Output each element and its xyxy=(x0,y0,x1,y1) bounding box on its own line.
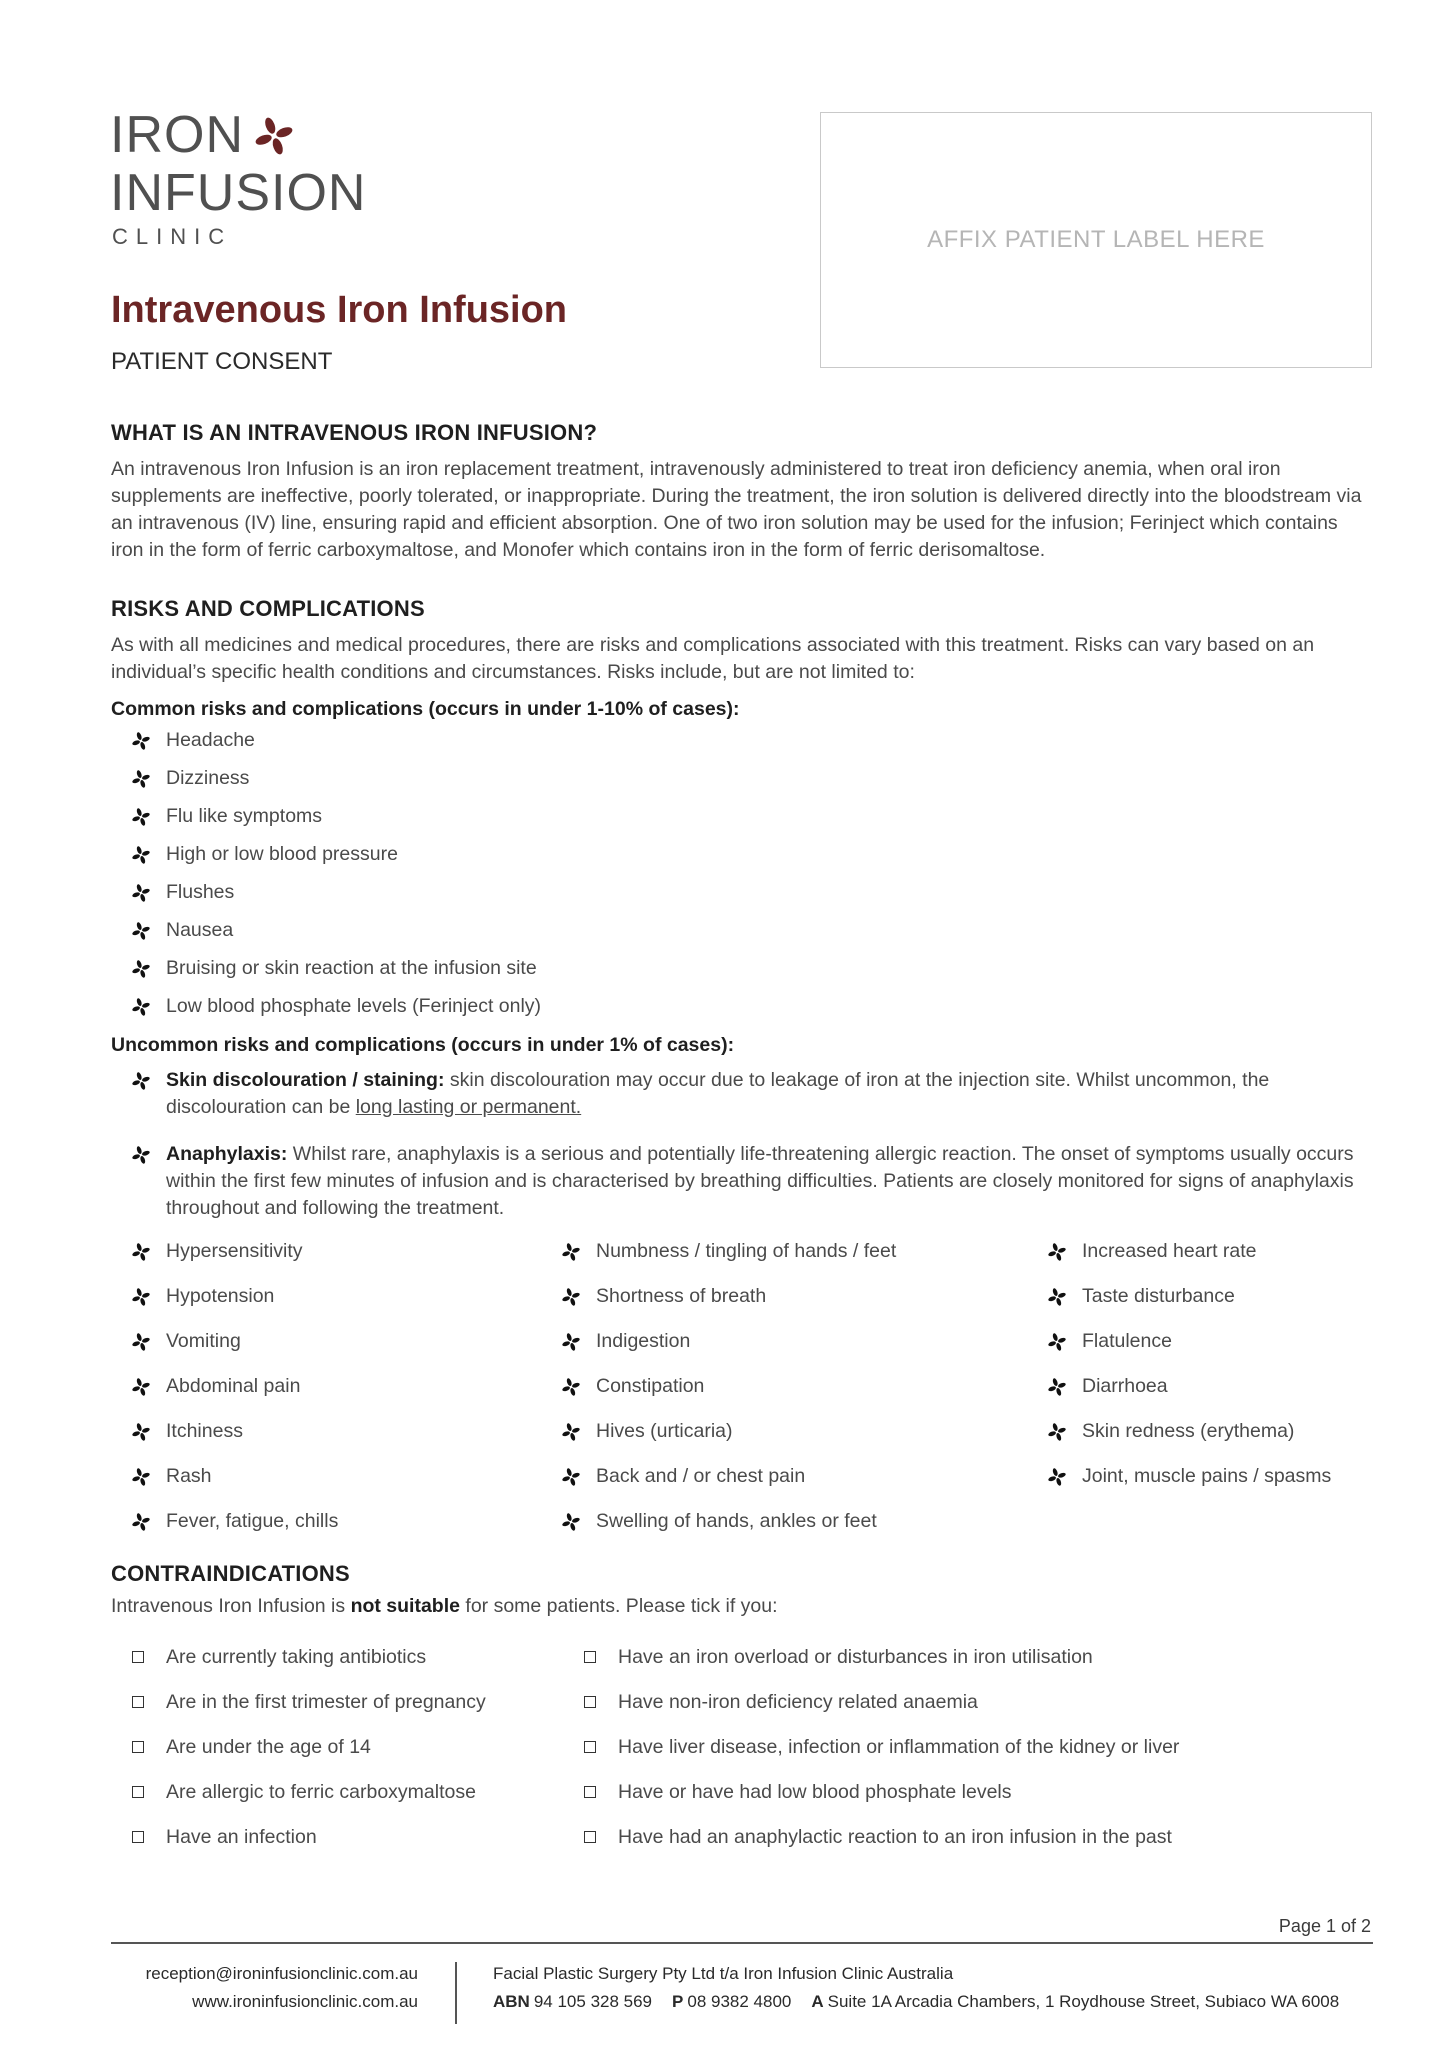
logo-text-clinic: CLINIC xyxy=(112,224,233,249)
uncommon-risk-item xyxy=(541,1238,1027,1265)
bullet-flower-icon xyxy=(1047,1467,1067,1487)
document-subtitle: PATIENT CONSENT xyxy=(111,348,333,375)
uncommon-risk-item xyxy=(1027,1238,1373,1265)
uncommon-risk-item xyxy=(111,1238,541,1265)
bullet-flower-icon xyxy=(561,1467,581,1487)
logo-text-infusion: INFUSION xyxy=(110,164,367,222)
contraindication-label: Are allergic to ferric carboxymaltose xyxy=(166,1781,476,1803)
tick-checkbox[interactable] xyxy=(132,1831,144,1843)
uncommon-risk-item xyxy=(1027,1373,1373,1400)
common-risk-label: Dizziness xyxy=(166,767,250,789)
uncommon-risk-label: Numbness / tingling of hands / feet xyxy=(596,1240,897,1262)
bullet-flower-icon xyxy=(131,1145,151,1165)
contraindication-item[interactable] xyxy=(111,1644,563,1671)
contraindication-label: Have non-iron deficiency related anaemia xyxy=(618,1691,978,1713)
logo-line-iron xyxy=(110,108,366,166)
bullet-flower-icon xyxy=(561,1512,581,1532)
uncommon-risk-item xyxy=(111,1373,541,1400)
risks-intro: As with all medicines and medical procedures, there are risks and complications associated with this treatment. Risks can vary based on an individual’s specific health conditions and circumstances. Risks include, but are not limited to: xyxy=(111,634,1315,683)
patient-label-text: AFFIX PATIENT LABEL HERE xyxy=(927,226,1265,253)
common-risk-label: Headache xyxy=(166,729,255,751)
footer-divider xyxy=(455,1962,457,2024)
contraindication-item[interactable] xyxy=(563,1644,1373,1671)
document-title: Intravenous Iron Infusion xyxy=(111,289,568,331)
skin-discolouration-item xyxy=(111,1067,1373,1121)
bullet-flower-icon xyxy=(131,807,151,827)
bullet-flower-icon xyxy=(131,1242,151,1262)
skin-label: Skin discolouration / staining: xyxy=(166,1069,445,1091)
contraindication-label: Have an infection xyxy=(166,1826,317,1848)
contraindication-label: Have or have had low blood phosphate levels xyxy=(618,1781,1012,1803)
tick-checkbox[interactable] xyxy=(584,1831,596,1843)
tick-checkbox[interactable] xyxy=(584,1651,596,1663)
bullet-flower-icon xyxy=(561,1332,581,1352)
bullet-flower-icon xyxy=(561,1377,581,1397)
contraindication-item[interactable] xyxy=(563,1824,1373,1851)
footer-company-info xyxy=(493,1960,1339,2016)
common-risk-item xyxy=(111,765,1373,792)
contraindication-label: Have had an anaphylactic reaction to an iron infusion in the past xyxy=(618,1826,1172,1848)
uncommon-risk-label: Fever, fatigue, chills xyxy=(166,1510,339,1532)
contraindication-item[interactable] xyxy=(111,1779,563,1806)
footer-abn-label: ABN xyxy=(493,1992,530,2011)
uncommon-risk-item xyxy=(541,1328,1027,1355)
footer-website-link[interactable]: www.ironinfusionclinic.com.au xyxy=(192,1992,418,2011)
common-risk-label: Flu like symptoms xyxy=(166,805,323,827)
contraindication-item[interactable] xyxy=(563,1779,1373,1806)
uncommon-risk-item xyxy=(111,1418,541,1445)
footer-phone: 08 9382 4800 xyxy=(687,1992,792,2011)
common-risk-label: High or low blood pressure xyxy=(166,843,398,865)
uncommon-risk-item xyxy=(541,1463,1027,1490)
bullet-flower-icon xyxy=(131,1287,151,1307)
footer-company: Facial Plastic Surgery Pty Ltd t/a Iron Infusion Clinic Australia xyxy=(493,1964,954,1983)
common-risks-heading: Common risks and complications (occurs in under 1-10% of cases): xyxy=(111,698,740,720)
bullet-flower-icon xyxy=(131,845,151,865)
bullet-flower-icon xyxy=(131,1422,151,1442)
contra-intro-c: for some patients. Please tick if you: xyxy=(459,1595,778,1617)
contraindication-label: Have an iron overload or disturbances in iron utilisation xyxy=(618,1646,1093,1668)
uncommon-risks-grid xyxy=(111,1238,1373,1535)
bullet-flower-icon xyxy=(131,1377,151,1397)
bullet-flower-icon xyxy=(131,1332,151,1352)
four-petal-flower-icon xyxy=(254,112,294,166)
uncommon-risk-item xyxy=(541,1418,1027,1445)
bullet-flower-icon xyxy=(131,1467,151,1487)
footer-phone-label: P xyxy=(672,1992,684,2011)
bullet-flower-icon xyxy=(131,997,151,1017)
footer-email-link[interactable]: reception@ironinfusionclinic.com.au xyxy=(145,1964,418,1983)
bullet-flower-icon xyxy=(131,921,151,941)
bullet-flower-icon xyxy=(131,1512,151,1532)
common-risk-label: Flushes xyxy=(166,881,235,903)
bullet-flower-icon xyxy=(1047,1377,1067,1397)
uncommon-risk-label: Diarrhoea xyxy=(1082,1375,1168,1397)
uncommon-risk-label: Indigestion xyxy=(596,1330,691,1352)
uncommon-risk-item xyxy=(1027,1418,1373,1445)
bullet-flower-icon xyxy=(1047,1422,1067,1442)
uncommon-risk-item xyxy=(111,1463,541,1490)
risks-heading: RISKS AND COMPLICATIONS xyxy=(111,596,425,621)
contra-intro-a: Intravenous Iron Infusion is xyxy=(111,1595,351,1617)
common-risk-item xyxy=(111,841,1373,868)
skin-text: skin discolouration may occur due to leakage of iron at the injection site. Whilst uncommon, the discolouration can be xyxy=(166,1069,1270,1118)
uncommon-risk-label: Increased heart rate xyxy=(1082,1240,1257,1262)
bullet-flower-icon xyxy=(131,883,151,903)
common-risk-label: Nausea xyxy=(166,919,234,941)
what-is-heading: WHAT IS AN INTRAVENOUS IRON INFUSION? xyxy=(111,420,598,445)
uncommon-risk-label: Constipation xyxy=(596,1375,705,1397)
uncommon-risk-label: Flatulence xyxy=(1082,1330,1172,1352)
bullet-flower-icon xyxy=(131,1071,151,1091)
common-risks-list xyxy=(111,727,1373,1020)
uncommon-risk-label: Hypersensitivity xyxy=(166,1240,303,1262)
uncommon-detail-list xyxy=(111,1067,1373,1222)
contraindications-heading: CONTRAINDICATIONS xyxy=(111,1561,350,1586)
uncommon-risk-item xyxy=(1027,1328,1373,1355)
bullet-flower-icon xyxy=(561,1287,581,1307)
footer-details xyxy=(493,1988,1339,2016)
contraindication-item[interactable] xyxy=(111,1689,563,1716)
uncommon-risk-label: Joint, muscle pains / spasms xyxy=(1082,1465,1332,1487)
uncommon-risk-item xyxy=(541,1283,1027,1310)
common-risk-item xyxy=(111,917,1373,944)
uncommon-risk-label: Back and / or chest pain xyxy=(596,1465,806,1487)
common-risk-label: Low blood phosphate levels (Ferinject only) xyxy=(166,995,542,1017)
clinic-logo xyxy=(110,108,366,250)
common-risk-item xyxy=(111,803,1373,830)
page-number: Page 1 of 2 xyxy=(1278,1916,1371,1936)
uncommon-risk-item xyxy=(1027,1463,1373,1490)
uncommon-risk-label: Taste disturbance xyxy=(1082,1285,1235,1307)
uncommon-risk-item xyxy=(541,1508,1027,1535)
anaphylaxis-label: Anaphylaxis: xyxy=(166,1143,288,1165)
bullet-flower-icon xyxy=(131,731,151,751)
uncommon-risk-item xyxy=(111,1328,541,1355)
what-is-body: An intravenous Iron Infusion is an iron replacement treatment, intravenously administered to treat iron deficiency anemia, when oral iron supplements are ineffective, poorly tolerated, or inappropriate. During the treatment, the iron solution is delivered directly into the bloodstream via an intravenous (IV) line, ensuring rapid and efficient absorption. One of two iron solution may be used for the infusion; Ferinject which contains iron in the form of ferric carboxymaltose, and Monofer which contains iron in the form of ferric derisomaltose. xyxy=(111,458,1362,561)
uncommon-risk-label: Abdominal pain xyxy=(166,1375,301,1397)
uncommon-risk-label: Rash xyxy=(166,1465,212,1487)
bullet-flower-icon xyxy=(1047,1332,1067,1352)
common-risk-label: Bruising or skin reaction at the infusion site xyxy=(166,957,537,979)
tick-checkbox[interactable] xyxy=(132,1696,144,1708)
contraindication-item[interactable] xyxy=(563,1734,1373,1761)
uncommon-risk-label: Itchiness xyxy=(166,1420,243,1442)
bullet-flower-icon xyxy=(1047,1242,1067,1262)
uncommon-risk-item xyxy=(111,1283,541,1310)
bullet-flower-icon xyxy=(131,959,151,979)
patient-label-box xyxy=(820,112,1372,368)
contraindication-label: Are under the age of 14 xyxy=(166,1736,371,1758)
contraindication-label: Are currently taking antibiotics xyxy=(166,1646,427,1668)
uncommon-risk-label: Shortness of breath xyxy=(596,1285,767,1307)
main-content xyxy=(111,420,1373,1851)
uncommon-risk-item xyxy=(111,1508,541,1535)
contraindications-intro xyxy=(111,1593,1373,1620)
contraindication-item[interactable] xyxy=(563,1689,1373,1716)
anaphylaxis-item xyxy=(111,1141,1373,1222)
uncommon-risk-label: Hypotension xyxy=(166,1285,275,1307)
uncommon-risks-heading: Uncommon risks and complications (occurs in under 1% of cases): xyxy=(111,1034,735,1056)
uncommon-risk-item xyxy=(541,1373,1027,1400)
contraindication-label: Have liver disease, infection or inflammation of the kidney or liver xyxy=(618,1736,1180,1758)
footer-abn: 94 105 328 569 xyxy=(533,1992,653,2011)
contraindication-label: Are in the first trimester of pregnancy xyxy=(166,1691,486,1713)
tick-checkbox[interactable] xyxy=(584,1696,596,1708)
logo-text-iron: IRON xyxy=(110,106,244,164)
skin-underlined: long lasting or permanent. xyxy=(355,1096,582,1118)
footer-address: Suite 1A Arcadia Chambers, 1 Roydhouse Street, Subiaco WA 6008 xyxy=(827,1992,1340,2011)
uncommon-risk-item xyxy=(1027,1283,1373,1310)
uncommon-risk-label: Swelling of hands, ankles or feet xyxy=(596,1510,877,1532)
tick-checkbox[interactable] xyxy=(584,1741,596,1753)
bullet-flower-icon xyxy=(1047,1287,1067,1307)
uncommon-risk-label: Skin redness (erythema) xyxy=(1082,1420,1295,1442)
tick-checkbox[interactable] xyxy=(132,1651,144,1663)
footer-rule xyxy=(111,1942,1373,1944)
tick-checkbox[interactable] xyxy=(584,1786,596,1798)
uncommon-risk-item xyxy=(1027,1508,1373,1535)
contraindications-checklist xyxy=(111,1644,1373,1851)
common-risk-item xyxy=(111,727,1373,754)
footer-contact xyxy=(146,1960,418,2016)
bullet-flower-icon xyxy=(561,1422,581,1442)
uncommon-risk-label: Vomiting xyxy=(166,1330,241,1352)
footer-address-label: A xyxy=(811,1992,824,2011)
common-risk-item xyxy=(111,955,1373,982)
tick-checkbox[interactable] xyxy=(132,1786,144,1798)
contraindication-item[interactable] xyxy=(111,1734,563,1761)
anaphylaxis-text: Whilst rare, anaphylaxis is a serious and potentially life-threatening allergic reaction. The onset of symptoms usually occurs within the first few minutes of infusion and is characterised by breathing difficulties. Patients are closely monitored for signs of anaphylaxis throughout and following the treatment. xyxy=(166,1143,1354,1219)
uncommon-risk-label: Hives (urticaria) xyxy=(596,1420,733,1442)
contraindication-item[interactable] xyxy=(111,1824,563,1851)
bullet-flower-icon xyxy=(561,1242,581,1262)
bullet-flower-icon xyxy=(131,769,151,789)
common-risk-item xyxy=(111,993,1373,1020)
tick-checkbox[interactable] xyxy=(132,1741,144,1753)
common-risk-item xyxy=(111,879,1373,906)
contra-intro-emphasis: not suitable xyxy=(350,1595,460,1617)
